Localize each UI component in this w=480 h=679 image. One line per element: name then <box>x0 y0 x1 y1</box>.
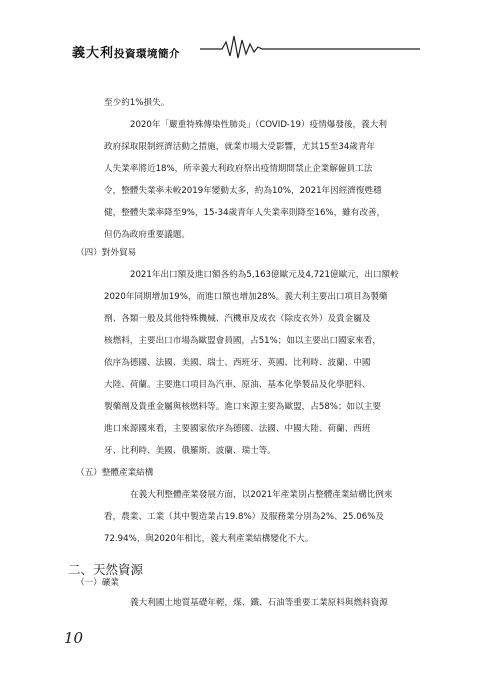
section-heading: 二、天然資源 <box>68 562 144 577</box>
body-line: 2021年出口額及進口額各約為5,163億歐元及4,721億歐元，出口額較 <box>130 270 399 280</box>
body-line: 大陸、荷蘭。主要進口項目為汽車、原油、基本化學製品及化學肥料、 <box>104 380 371 390</box>
subsection-heading: （五）整體產業結構 <box>76 468 154 478</box>
subsection-heading: （四）對外貿易 <box>76 248 137 258</box>
body-line: 義大利國土地質基礎年輕，煤、鐵、石油等重要工業原料與燃料資源 <box>130 598 388 608</box>
body-line: 政府採取限制經濟活動之措施，就業市場大受影響，尤其15至34歲青年 <box>104 142 376 152</box>
body-line: 健，整體失業率降至9%，15-34歲青年人失業率則降至16%，雖有改善， <box>104 208 386 218</box>
header-title-main: 義大利 <box>72 46 115 61</box>
body-line: 核燃料，主要出口市場為歐盟會員國，占51%；如以主要出口國家來看， <box>104 336 381 346</box>
body-line: 至少約1%損失。 <box>104 98 170 108</box>
body-line: 進口來源國來看，主要國家依序為德國、法國、中國大陸、荷蘭、西班 <box>104 424 371 434</box>
body-line: 製藥劑及貴重金屬與核燃料等。進口來源主要為歐盟，占58%；如以主要 <box>104 402 381 412</box>
subsection-heading: （一）礦業 <box>76 578 119 588</box>
page-header <box>0 0 480 60</box>
body-line: 2020年「嚴重特殊傳染性肺炎」（COVID-19）疫情爆發後，義大利 <box>130 120 387 130</box>
body-line: 令，整體失業率未較2019年變動太多，約為10%，2021年因經濟復甦穩 <box>104 186 382 196</box>
body-line: 但仍為政府重要議題。 <box>104 230 190 240</box>
body-line: 依序為德國、法國、美國、瑞士、西班牙、英國、比利時、波蘭、中國 <box>104 358 371 368</box>
body-line: 2020年同期增加19%，而進口額也增加28%。義大利主要出口項目為製藥 <box>104 292 388 302</box>
body-line: 牙、比利時、美國、俄羅斯、波蘭、瑞士等。 <box>104 446 276 456</box>
body-line: 劑、各類一般及其他特殊機械、汽機車及成衣（除皮衣外）及貴金屬及 <box>104 314 371 324</box>
body-line: 看，農業、工業（其中製造業占19.8%）及服務業分別為2%、25.06%及 <box>104 512 384 522</box>
header-title-sub: 投資環境簡介 <box>114 48 181 60</box>
body-line: 72.94%，與2020年相比，義大利產業結構變化不大。 <box>104 534 314 544</box>
page-number: 10 <box>64 629 84 647</box>
header-title <box>72 42 180 61</box>
body-line: 在義大利整體產業發展方面，以2021年產業別占整體產業結構比例來 <box>130 490 393 500</box>
body-line: 人失業率將近18%，所幸義大利政府祭出疫情期間禁止企業解僱員工法 <box>104 164 373 174</box>
